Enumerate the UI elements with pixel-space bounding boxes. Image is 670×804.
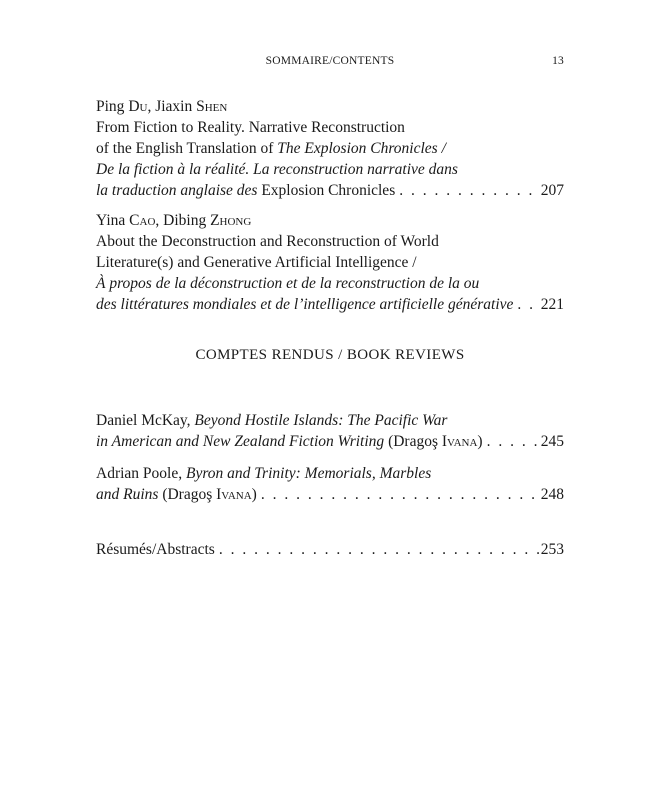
entry-authors: Yina Cao, Dibing Zhong	[96, 212, 252, 229]
title-text: Explosion Chronicles	[257, 182, 396, 199]
dot-leader	[483, 431, 541, 452]
entry-title-last-line	[96, 294, 564, 315]
review-entry	[96, 463, 564, 505]
reviewer-first-name: Dragoş	[167, 486, 213, 503]
review-title-italic: Byron and Trinity: Memorials, Marbles	[185, 465, 432, 482]
author-last-name: Cao	[129, 212, 156, 229]
dot-leader	[257, 484, 541, 505]
review-entry	[96, 410, 564, 452]
toc-entry	[96, 96, 564, 201]
author-last-name: Zhong	[210, 212, 252, 229]
dot-leader	[513, 294, 540, 315]
entry-authors: Ping Du, Jiaxin Shen	[96, 98, 228, 115]
section-heading-reviews: COMPTES RENDUS / BOOK REVIEWS	[195, 347, 465, 363]
review-author: Adrian Poole,	[96, 465, 183, 482]
review-line	[96, 463, 564, 484]
entry-title-line: Literature(s) and Generative Artificial Intelligence /	[96, 254, 417, 271]
review-page-number: 245	[540, 433, 564, 450]
running-head-title: SOMMAIRE/CONTENTS	[265, 55, 395, 67]
author-first-name: Dibing	[163, 212, 207, 229]
review-last-line: and Ruins (Dragoş Ivana) . . . 248	[96, 484, 564, 505]
review-title-italic: Beyond Hostile Islands: The Pacific War	[194, 412, 448, 429]
title-text-italic: des littératures mondiales et de l’intelligence artificielle générative	[96, 296, 514, 313]
review-title-italic: and Ruins	[96, 486, 159, 503]
reviewer-last-name: Ivana	[441, 433, 478, 450]
entry-title-last-line	[96, 180, 564, 201]
abstracts-line	[96, 539, 564, 560]
entry-title-line: From Fiction to Reality. Narrative Reconstruction	[96, 119, 405, 136]
running-head	[96, 55, 564, 71]
entry-title-line: About the Deconstruction and Reconstruction of World	[96, 233, 439, 250]
abstracts-page-number: 253	[540, 541, 564, 558]
dot-leader	[215, 539, 541, 560]
review-page-number: 248	[540, 486, 564, 503]
title-text-italic: la traduction anglaise des	[96, 182, 258, 199]
review-author: Daniel McKay,	[96, 412, 191, 429]
author-first-name: Yina	[96, 212, 126, 229]
author-last-name: Du	[128, 98, 148, 115]
toc-entry	[96, 210, 564, 315]
page-number: 13	[552, 55, 564, 67]
entry-page-number: 207	[540, 182, 564, 199]
dot-leader	[395, 180, 541, 201]
author-first-name: Ping	[96, 98, 125, 115]
abstracts-label: Résumés/Abstracts	[96, 541, 215, 558]
author-last-name: Shen	[196, 98, 228, 115]
entry-page-number: 221	[540, 296, 564, 313]
review-line	[96, 410, 564, 431]
reviewer-first-name: Dragoş	[393, 433, 439, 450]
entry-title-line	[96, 138, 564, 159]
reviewer-last-name: Ivana	[216, 486, 252, 503]
entry-title-line: À propos de la déconstruction et de la reconstruction de la ou	[96, 275, 480, 292]
title-text: of the English Translation of	[96, 140, 278, 157]
entry-title-line: De la fiction à la réalité. La reconstruction narrative dans	[96, 161, 458, 178]
abstracts-entry	[96, 539, 564, 560]
review-last-line: in American and New Zealand Fiction Writing (Dragoş Ivana) . . . 245	[96, 431, 564, 452]
review-title-italic: in American and New Zealand Fiction Writing	[96, 433, 385, 450]
author-first-name: Jiaxin	[155, 98, 193, 115]
title-text-italic: The Explosion Chronicles /	[277, 140, 446, 157]
